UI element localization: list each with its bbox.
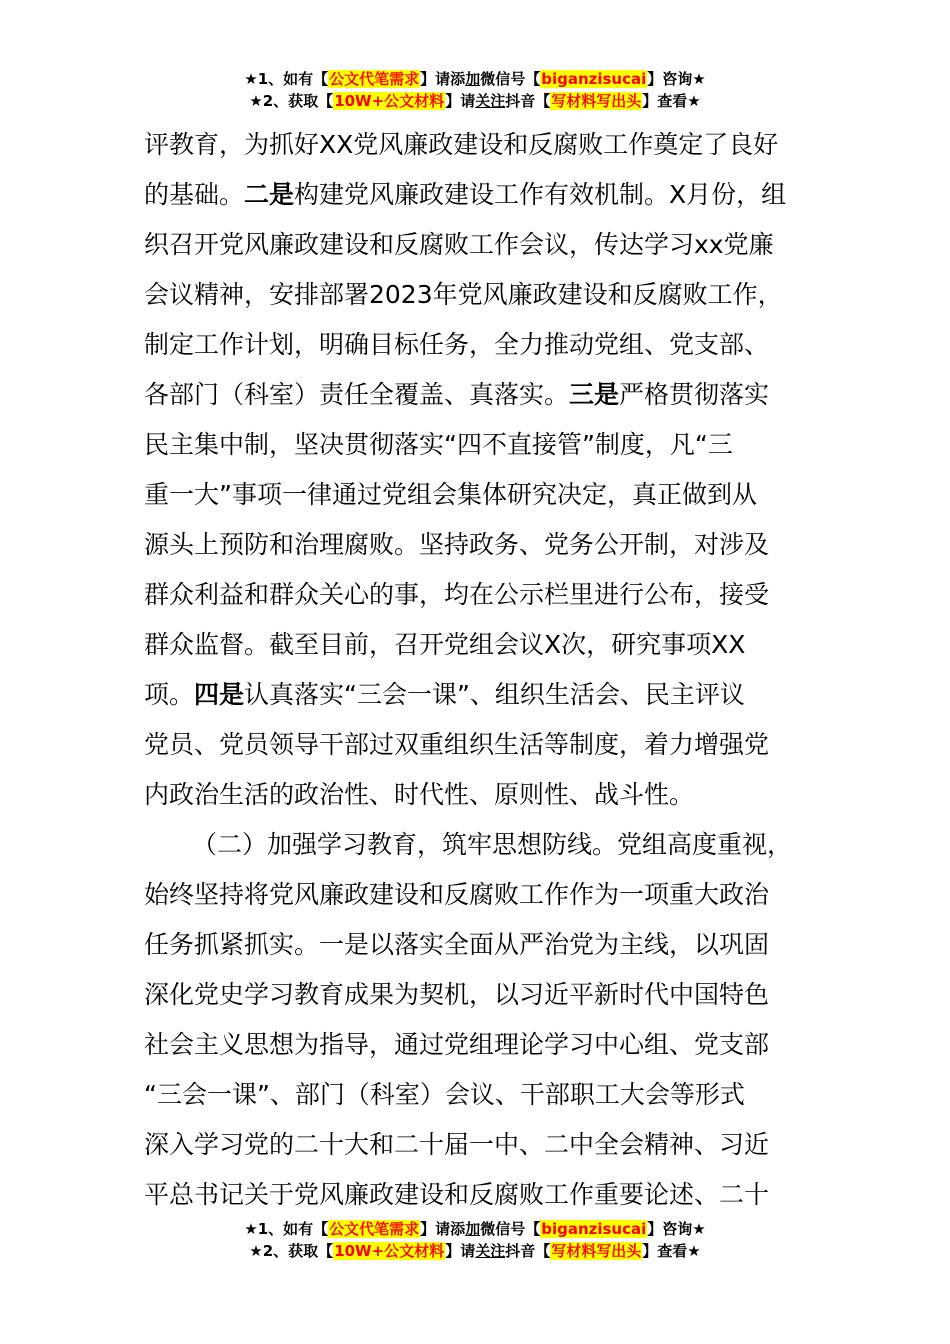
body-line: 群众监督。截至目前，召开党组会议X次，研究事项XX: [144, 630, 746, 659]
body-line: 评教育，为抓好XX党风廉政建设和反腐败工作奠定了良好: [144, 130, 779, 159]
promo-text: 】请: [445, 92, 476, 110]
promo-underlined-text: 加: [465, 1220, 481, 1238]
body-line: [144, 170, 824, 220]
promo-underlined-text: 关注: [475, 92, 506, 110]
body-line: 源头上预防和治理腐败。坚持政务、党务公开制，对涉及: [144, 530, 770, 559]
promo-highlight: 10W+公文材料: [334, 1242, 445, 1260]
footer-promo-line-2: [0, 1240, 950, 1262]
body-line: 深化党史学习教育成果为契机，以习近平新时代中国特色: [144, 980, 770, 1009]
body-line-text: 项。: [144, 680, 195, 709]
body-line: 制定工作计划，明确目标任务，全力推动党组、党支部、: [144, 330, 770, 359]
promo-text: 】咨询★: [647, 1220, 706, 1238]
footer-promo-line-1: [0, 1218, 950, 1240]
body-line: 织召开党风廉政建设和反腐败工作会议，传达学习xx党廉: [144, 230, 774, 259]
body-line-text: 构建党风廉政建设工作有效机制。X月份，组: [294, 180, 787, 209]
promo-highlight: 写材料写出头: [551, 1242, 642, 1260]
body-line: 党员、党员领导干部过双重组织生活等制度，着力增强党: [144, 730, 770, 759]
footer-promo-banner: [0, 1218, 950, 1262]
body-line: 重一大”事项一律通过党组会集体研究决定，真正做到从: [144, 480, 757, 509]
promo-text: 微信号【: [480, 1220, 541, 1238]
header-promo-line-1: [0, 68, 950, 90]
promo-text: 微信号【: [480, 70, 541, 88]
body-line: 会议精神，安排部署2023年党风廉政建设和反腐败工作，: [144, 280, 783, 309]
promo-text: ★1、如有【: [244, 70, 329, 88]
promo-underlined-text: 加: [465, 70, 481, 88]
header-promo-line-2: [0, 90, 950, 112]
promo-highlight: biganzisucai: [541, 70, 647, 88]
body-line-text: 各部门（科室）责任全覆盖、真落实。: [144, 380, 570, 409]
promo-text: 】查看★: [642, 92, 701, 110]
body-line-text: 严格贯彻落实: [619, 380, 770, 409]
body-line-bold-lead: 四是: [194, 680, 245, 709]
promo-text: 】请: [445, 1242, 476, 1260]
body-line: “三会一课”、部门（科室）会议、干部职工大会等形式: [144, 1080, 745, 1109]
section-heading-line: （二）加强学习教育，筑牢思想防线。党组高度重视，: [192, 830, 793, 859]
promo-highlight: 写材料写出头: [551, 92, 642, 110]
promo-text: ★2、获取【: [249, 92, 334, 110]
body-line-text: 的基础。: [144, 180, 245, 209]
header-promo-banner: [0, 68, 950, 112]
promo-highlight: 公文代笔需求: [329, 70, 420, 88]
body-line: 群众利益和群众关心的事，均在公示栏里进行公布，接受: [144, 580, 770, 609]
body-line: 社会主义思想为指导，通过党组理论学习中心组、党支部: [144, 1030, 770, 1059]
promo-highlight: 10W+公文材料: [334, 92, 445, 110]
promo-text: ★1、如有【: [244, 1220, 329, 1238]
body-line: 任务抓紧抓实。一是以落实全面从严治党为主线，以巩固: [144, 930, 770, 959]
body-line: 始终坚持将党风廉政建设和反腐败工作作为一项重大政治: [144, 880, 770, 909]
body-line: 平总书记关于党风廉政建设和反腐败工作重要论述、二十: [144, 1180, 770, 1209]
promo-text: 】咨询★: [647, 70, 706, 88]
promo-text: 】请添: [420, 1220, 466, 1238]
promo-highlight: 公文代笔需求: [329, 1220, 420, 1238]
body-line: 民主集中制，坚决贯彻落实“四不直接管”制度，凡“三: [144, 430, 733, 459]
promo-text: 】查看★: [642, 1242, 701, 1260]
promo-highlight: biganzisucai: [541, 1220, 647, 1238]
body-line: 深入学习党的二十大和二十届一中、二中全会精神、习近: [144, 1130, 770, 1159]
promo-underlined-text: 关注: [475, 1242, 506, 1260]
promo-text: 抖音【: [505, 92, 551, 110]
body-line: [144, 670, 824, 720]
body-line: [144, 370, 824, 420]
document-body: [144, 120, 824, 1220]
body-line: 内政治生活的政治性、时代性、原则性、战斗性。: [144, 780, 695, 809]
promo-text: 抖音【: [505, 1242, 551, 1260]
body-line-bold-lead: 三是: [569, 380, 620, 409]
promo-text: 】请添: [420, 70, 466, 88]
body-line-bold-lead: 二是: [244, 180, 295, 209]
promo-text: ★2、获取【: [249, 1242, 334, 1260]
body-line-text: 认真落实“三会一课”、组织生活会、民主评议: [244, 680, 745, 709]
